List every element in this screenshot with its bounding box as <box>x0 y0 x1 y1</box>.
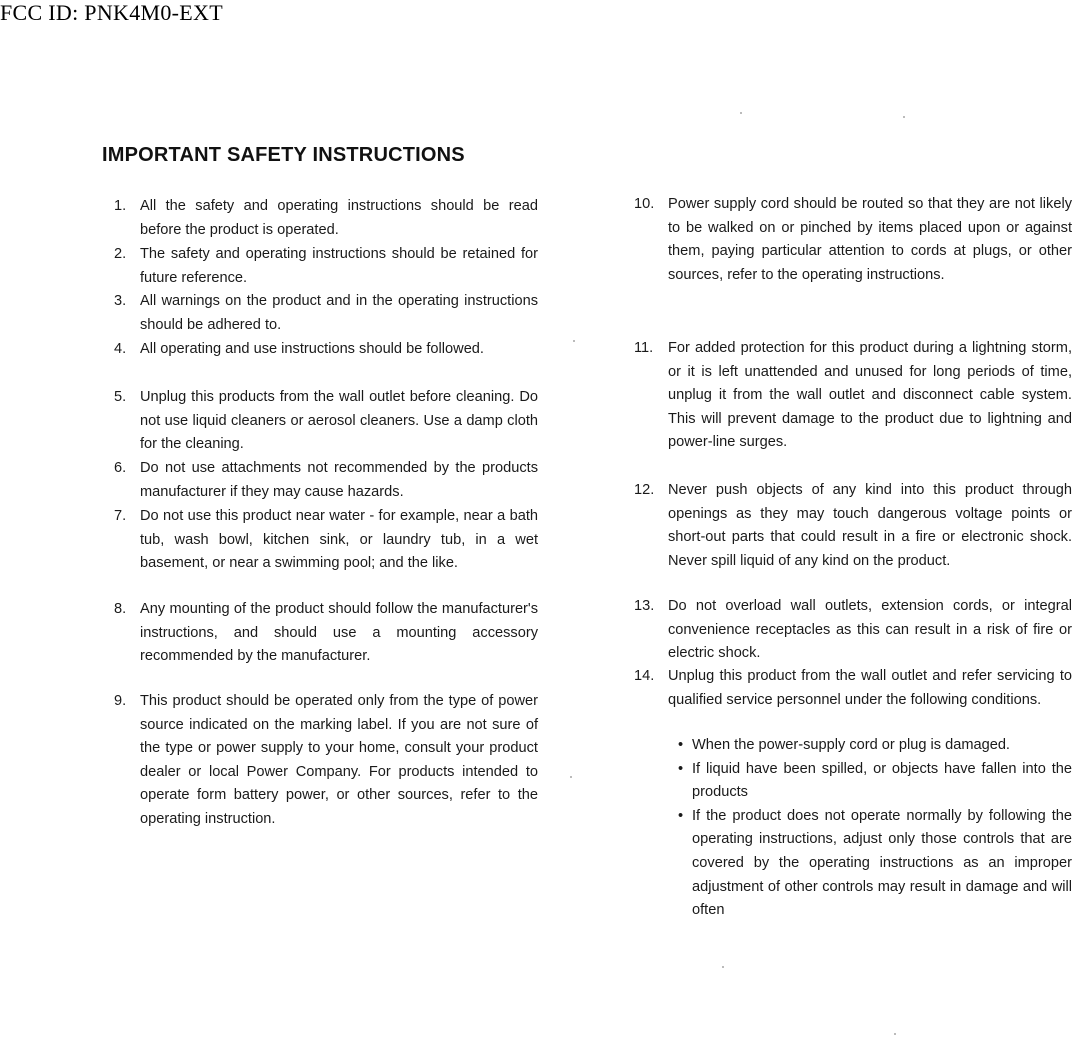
instruction-3 <box>114 290 538 337</box>
item-text: All the safety and operating instructions should be read before the product is operated. <box>140 198 538 238</box>
item-number: 13. <box>634 598 655 614</box>
item-text: Do not use attachments not recommended by the products manufacturer if they may cause hazards. <box>140 460 538 500</box>
page-title: IMPORTANT SAFETY INSTRUCTIONS <box>102 144 465 166</box>
item-number: 8. <box>114 601 127 617</box>
item-number: 3. <box>114 293 127 309</box>
item-number: 10. <box>634 196 655 212</box>
instruction-8 <box>114 598 538 669</box>
instruction-2 <box>114 243 538 290</box>
item-number: 1. <box>114 198 127 214</box>
instruction-14 <box>634 665 1072 712</box>
scan-speck <box>570 776 572 778</box>
item-number: 11. <box>634 340 654 356</box>
instruction-5 <box>114 386 538 457</box>
bullet-item: • When the power-supply cord or plug is damaged. <box>668 734 1072 758</box>
item-number: 14. <box>634 668 655 684</box>
scan-speck <box>573 340 575 342</box>
item-number: 4. <box>114 341 127 357</box>
instruction-4 <box>114 338 538 362</box>
instruction-11 <box>634 337 1072 455</box>
scan-speck <box>722 966 724 968</box>
scan-speck <box>740 112 742 114</box>
item-number: 5. <box>114 389 127 405</box>
item-text: Power supply cord should be routed so that they are not likely to be walked on or pinched by items placed upon or against them, paying particular attention to cords at plugs, or other sources, refer to the operating instructions. <box>668 196 1072 283</box>
instruction-10 <box>634 193 1072 287</box>
item-text: The safety and operating instructions should be retained for future reference. <box>140 246 538 286</box>
item-text: Never push objects of any kind into this product through openings as they may touch dangerous voltage points or short-out parts that could result in a fire or electronic shock. Never spill liquid of any kind on the product. <box>668 482 1072 569</box>
item-text: Do not overload wall outlets, extension cords, or integral convenience receptacles as this can result in a risk of fire or electric shock. <box>668 598 1072 662</box>
instruction-9 <box>114 690 538 832</box>
item-text: This product should be operated only from the type of power source indicated on the marking label. If you are not sure of the type or power supply to your home, consult your product dealer or local Power Company. For products intended to operate form battery power, or other sources, refer to the operating instruction. <box>140 693 538 827</box>
instruction-13 <box>634 595 1072 666</box>
item-number: 6. <box>114 460 127 476</box>
bullet-item: • If the product does not operate normally by following the operating instructions, adjust only those controls that are covered by the operating instructions as an improper adjustment of other controls may result in damage and will often <box>668 805 1072 923</box>
fcc-id-label: FCC ID: PNK4M0-EXT <box>0 0 223 25</box>
item-text: All warnings on the product and in the operating instructions should be adhered to. <box>140 293 538 333</box>
scan-speck <box>903 116 905 118</box>
item-text: All operating and use instructions should be followed. <box>140 341 484 357</box>
item-text: Any mounting of the product should follow the manufacturer's instructions, and should use a mounting accessory recommended by the manufacturer. <box>140 601 538 665</box>
instruction-7 <box>114 505 538 576</box>
item-number: 12. <box>634 482 655 498</box>
item-number: 7. <box>114 508 127 524</box>
item-number: 2. <box>114 246 127 262</box>
instruction-1 <box>114 195 538 242</box>
item-text: For added protection for this product during a lightning storm, or it is left unattended and unused for long periods of time, unplug it from the wall outlet and disconnect cable system. This will prevent damage to the product due to lightning and power-line surges. <box>668 340 1072 451</box>
item-text: Do not use this product near water - for example, near a bath tub, wash bowl, kitchen sink, or laundry tub, in a wet basement, or near a swimming pool; and the like. <box>140 508 538 572</box>
item-text: Unplug this product from the wall outlet and refer servicing to qualified service personnel under the following conditions. <box>668 668 1072 708</box>
conditions-list <box>634 734 1072 923</box>
scan-speck <box>894 1033 896 1035</box>
bullet-item: • If liquid have been spilled, or objects have fallen into the products <box>668 758 1072 805</box>
item-text: Unplug this products from the wall outlet before cleaning. Do not use liquid cleaners or aerosol cleaners. Use a damp cloth for the cleaning. <box>140 389 538 453</box>
instruction-12 <box>634 479 1072 573</box>
instruction-6 <box>114 457 538 504</box>
item-number: 9. <box>114 693 127 709</box>
bullet-list <box>668 734 1072 923</box>
